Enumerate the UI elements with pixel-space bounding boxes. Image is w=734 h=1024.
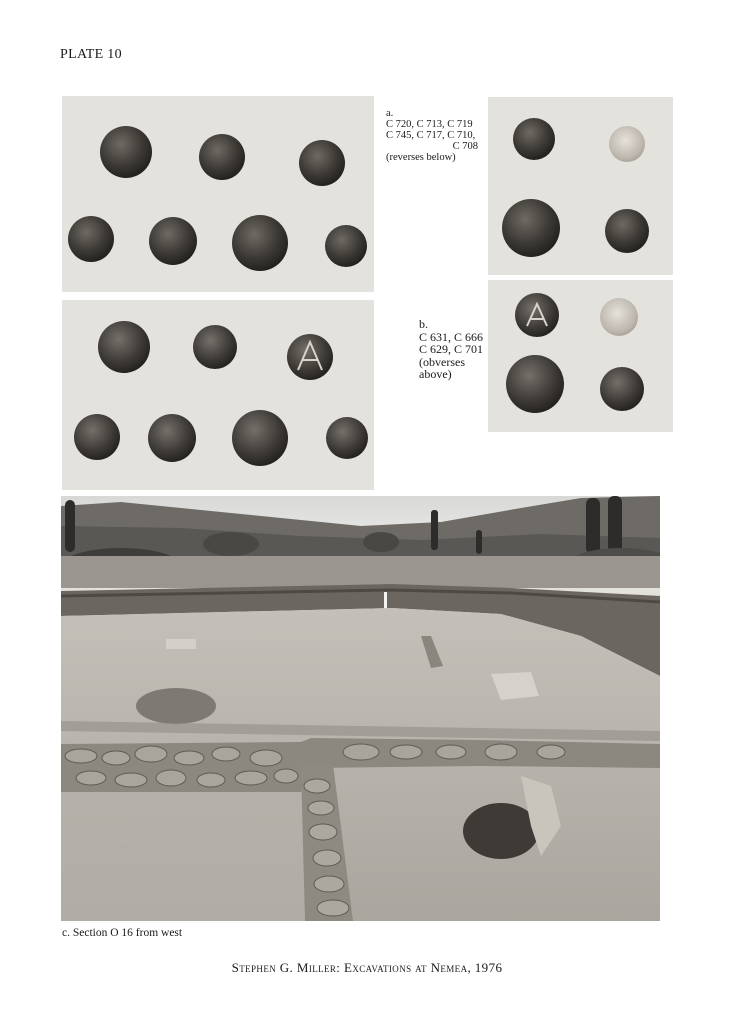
coin: [515, 293, 559, 337]
caption-a-label: a.: [386, 108, 394, 119]
plate-label: PLATE 10: [60, 47, 122, 62]
caption-b-label: b.: [419, 317, 428, 331]
cypress-tree: [476, 530, 482, 554]
coin-set-a-bottom: [62, 300, 374, 490]
pit: [463, 803, 539, 859]
page-footer: Stephen G. Miller: Excavations at Nemea, 1976: [231, 960, 503, 975]
coin: [148, 414, 196, 462]
coin: [68, 216, 114, 262]
caption-a-line: (reverses below): [386, 152, 456, 163]
coin: [600, 367, 644, 411]
coin: [100, 126, 152, 178]
coin-photo-b-top: [488, 97, 673, 275]
coin: [600, 298, 638, 336]
caption-c: c. Section O 16 from west: [62, 927, 183, 939]
coin: [149, 217, 197, 265]
coin: [193, 325, 237, 369]
coin-set-b-bottom: [488, 280, 673, 432]
coin: [605, 209, 649, 253]
coin: [502, 199, 560, 257]
caption-a-line: C 720, C 713, C 719: [386, 119, 473, 130]
coin: [609, 126, 645, 162]
caption-b-line: above): [419, 367, 452, 381]
coin-set-a-top: [62, 96, 374, 292]
cypress-tree: [65, 500, 75, 552]
coin: [513, 118, 555, 160]
coin-photo-b-bottom: [488, 280, 673, 432]
coin: [326, 417, 368, 459]
coin: [299, 140, 345, 186]
coin-photo-a-bottom: [62, 300, 374, 490]
field: [61, 556, 660, 588]
coin: [199, 134, 245, 180]
caption-b: [419, 318, 485, 381]
excavation-photo: [61, 496, 660, 921]
cypress-tree: [431, 510, 438, 550]
pit: [136, 688, 216, 724]
cypress-tree: [586, 498, 600, 554]
caption-b-line: C 631, C 666: [419, 329, 484, 344]
caption-a-line: C 745, C 717, C 710,: [386, 130, 476, 141]
excavation-scene: [61, 496, 660, 921]
caption-a: [386, 108, 478, 163]
coin: [74, 414, 120, 460]
coin: [232, 410, 288, 466]
caption-b-line: (obverses: [419, 354, 465, 369]
coin: [98, 321, 150, 373]
coin-set-b-top: [488, 97, 673, 275]
cypress-tree: [608, 496, 622, 556]
coin: [232, 215, 288, 271]
caption-b-line: C 629, C 701: [419, 342, 484, 356]
caption-a-line: C 708: [452, 141, 478, 152]
coin-photo-a-top: [62, 96, 374, 292]
coin: [325, 225, 367, 267]
coin: [506, 355, 564, 413]
